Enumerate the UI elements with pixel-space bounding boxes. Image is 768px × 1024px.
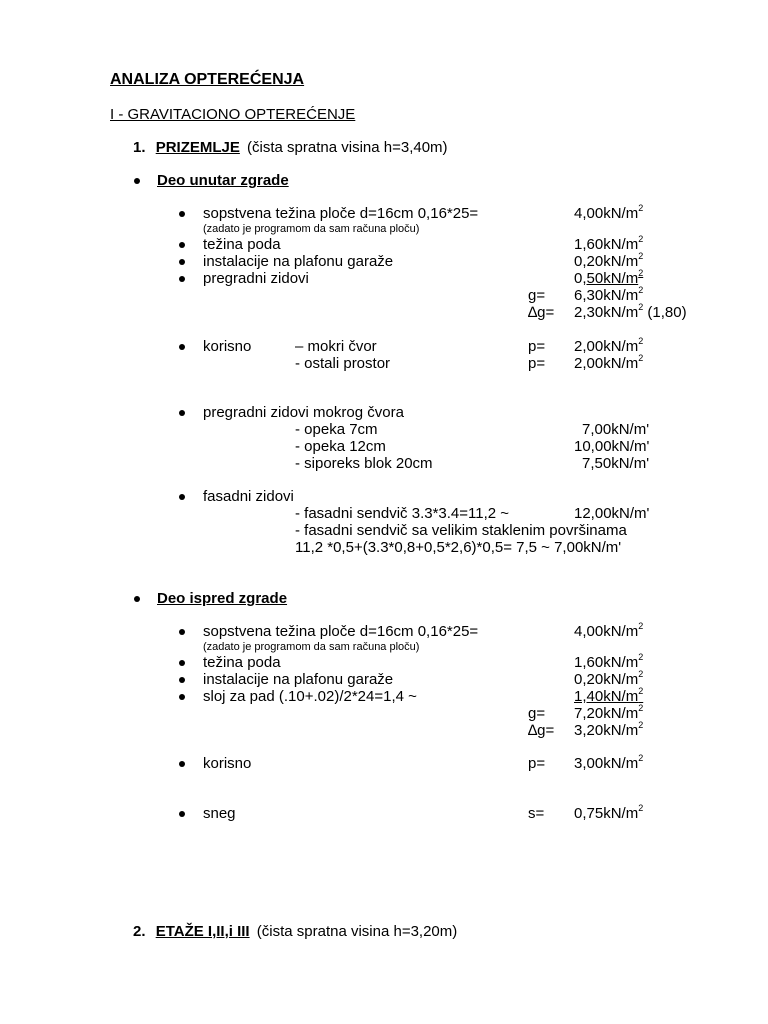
section-heading <box>110 106 355 123</box>
inside-install-value <box>574 253 643 270</box>
inside-brick7-value: 7,00kN/m' <box>582 421 650 438</box>
inside-brick12-label: - opeka 12cm <box>295 438 386 455</box>
inside-floor-value <box>574 236 643 253</box>
value-text: 7,20kN/m <box>574 705 639 722</box>
value-text: 3,00kN/m <box>574 755 639 772</box>
bullet <box>179 677 185 683</box>
inside-g-value <box>574 287 643 304</box>
inside-g-label: g= <box>528 287 546 304</box>
value-text-underlined: ,50kN/m <box>582 270 639 287</box>
inside-note: (zadato je programom da sam računa ploču) <box>203 223 420 235</box>
item1-heading <box>133 139 448 156</box>
inside-dg-label: ∆g= <box>528 304 555 321</box>
inside-brick12-value: 10,00kN/m' <box>574 438 650 455</box>
front-dg-label: ∆g= <box>528 722 555 739</box>
value-text: 0,20kN/m <box>574 253 639 270</box>
unit-superscript: 2 <box>638 336 644 346</box>
value-text: 1,40kN/m <box>574 688 639 705</box>
inside-brick7-label: - opeka 7cm <box>295 421 378 438</box>
bullet <box>134 596 140 602</box>
front-g-value <box>574 705 643 722</box>
unit-superscript: 2 <box>638 621 644 631</box>
item2-subtitle: (čista spratna visina h=3,20m) <box>252 923 458 940</box>
front-slab-value <box>574 623 643 640</box>
item1-label: PRIZEMLJE <box>155 139 240 156</box>
front-heading: Deo ispred zgrade <box>157 590 288 607</box>
value-text: 2,00kN/m <box>574 355 639 372</box>
bullet <box>179 259 185 265</box>
bullet <box>179 494 185 500</box>
inside-sandwich-calc: 11,2 *0,5+(3.3*0,8+0,5*2,6)*0,5= 7,5 ~ 7,00kN/m' <box>295 539 622 556</box>
bullet <box>179 761 185 767</box>
unit-superscript: 2 <box>638 251 644 261</box>
unit-superscript: 2 <box>638 669 644 679</box>
value-extra: (1,80) <box>643 304 687 321</box>
front-s-label: s= <box>528 805 545 822</box>
unit-superscript: 2 <box>638 353 644 363</box>
inside-p-other-label: p= <box>528 355 546 372</box>
value-text: 4,00kN/m <box>574 623 639 640</box>
front-slab-label: sopstvena težina ploče d=16cm 0,16*25= <box>203 623 479 640</box>
bullet <box>179 344 185 350</box>
front-dg-value <box>574 722 643 739</box>
bullet <box>179 660 185 666</box>
inside-sandwich-value: 12,00kN/m' <box>574 505 650 522</box>
bullet <box>134 178 140 184</box>
front-p-value <box>574 755 643 772</box>
inside-live-wet: – mokri čvor <box>295 338 377 355</box>
unit-superscript: 2 <box>638 753 644 763</box>
inside-wet-walls-label: pregradni zidovi mokrog čvora <box>203 404 404 421</box>
front-p-label: p= <box>528 755 546 772</box>
unit-superscript: 2 <box>638 686 644 696</box>
front-fall-label: sloj za pad (.10+.02)/2*24=1,4 ~ <box>203 688 417 705</box>
inside-slab-label: sopstvena težina ploče d=16cm 0,16*25= <box>203 205 479 222</box>
page-title: ANALIZA OPTEREĆENJA <box>110 71 305 88</box>
front-s-value <box>574 805 643 822</box>
front-install-value <box>574 671 643 688</box>
inside-install-label: instalacije na plafonu garaže <box>203 253 394 270</box>
bullet <box>179 242 185 248</box>
value-text: 1,60kN/m <box>574 236 639 253</box>
unit-superscript: 2 <box>638 268 644 278</box>
unit-superscript: 2 <box>638 203 644 213</box>
inside-slab-value <box>574 205 643 222</box>
item2-label: ETAŽE I,II,i III <box>155 923 250 940</box>
bullet <box>179 410 185 416</box>
unit-superscript: 2 <box>638 652 644 662</box>
inside-partition-value <box>574 270 643 287</box>
bullet <box>179 694 185 700</box>
bullet <box>179 211 185 217</box>
unit-superscript: 2 <box>638 720 644 730</box>
inside-p-other-value <box>574 355 643 372</box>
value-text: 6,30kN/m <box>574 287 639 304</box>
value-text: 1,60kN/m <box>574 654 639 671</box>
inside-sandwich-glass-label: - fasadni sendvič sa velikim staklenim površinama <box>295 522 627 539</box>
value-text: 3,20kN/m <box>574 722 639 739</box>
item2-number: 2. <box>133 923 146 940</box>
front-floor-label: težina poda <box>203 654 281 671</box>
unit-superscript: 2 <box>638 302 644 312</box>
inside-dg-value <box>574 304 687 321</box>
value-text: 2,30kN/m <box>574 304 639 321</box>
front-fall-value <box>574 688 643 705</box>
unit-superscript: 2 <box>638 234 644 244</box>
bullet <box>179 629 185 635</box>
inside-live-other: - ostali prostor <box>295 355 391 372</box>
front-g-label: g= <box>528 705 546 722</box>
item1-subtitle: (čista spratna visina h=3,40m) <box>242 139 448 156</box>
item2-heading <box>133 923 457 940</box>
section-heading-text: I - GRAVITACIONO OPTEREĆENJE <box>110 106 356 123</box>
front-snow-label: sneg <box>203 805 236 822</box>
value-text: 0,75kN/m <box>574 805 639 822</box>
inside-sandwich-label: - fasadni sendvič 3.3*3.4=11,2 ~ <box>295 505 510 522</box>
inside-p-wet-value <box>574 338 643 355</box>
value-text: 2,00kN/m <box>574 338 639 355</box>
inside-siporex-label: - siporeks blok 20cm <box>295 455 433 472</box>
bullet <box>179 811 185 817</box>
unit-superscript: 2 <box>638 285 644 295</box>
inside-facade-label: fasadni zidovi <box>203 488 294 505</box>
inside-live-label: korisno <box>203 338 252 355</box>
value-text: 0 <box>574 270 583 287</box>
inside-partition-label: pregradni zidovi <box>203 270 309 287</box>
value-text: 0,20kN/m <box>574 671 639 688</box>
inside-p-wet-label: p= <box>528 338 546 355</box>
inside-siporex-value: 7,50kN/m' <box>582 455 650 472</box>
unit-superscript: 2 <box>638 803 644 813</box>
front-floor-value <box>574 654 643 671</box>
front-install-label: instalacije na plafonu garaže <box>203 671 394 688</box>
bullet <box>179 276 185 282</box>
front-note: (zadato je programom da sam računa ploču) <box>203 641 420 653</box>
front-live-label: korisno <box>203 755 252 772</box>
unit-superscript: 2 <box>638 703 644 713</box>
inside-floor-label: težina poda <box>203 236 281 253</box>
item1-number: 1. <box>133 139 146 156</box>
value-text: 4,00kN/m <box>574 205 639 222</box>
inside-heading: Deo unutar zgrade <box>157 172 289 189</box>
